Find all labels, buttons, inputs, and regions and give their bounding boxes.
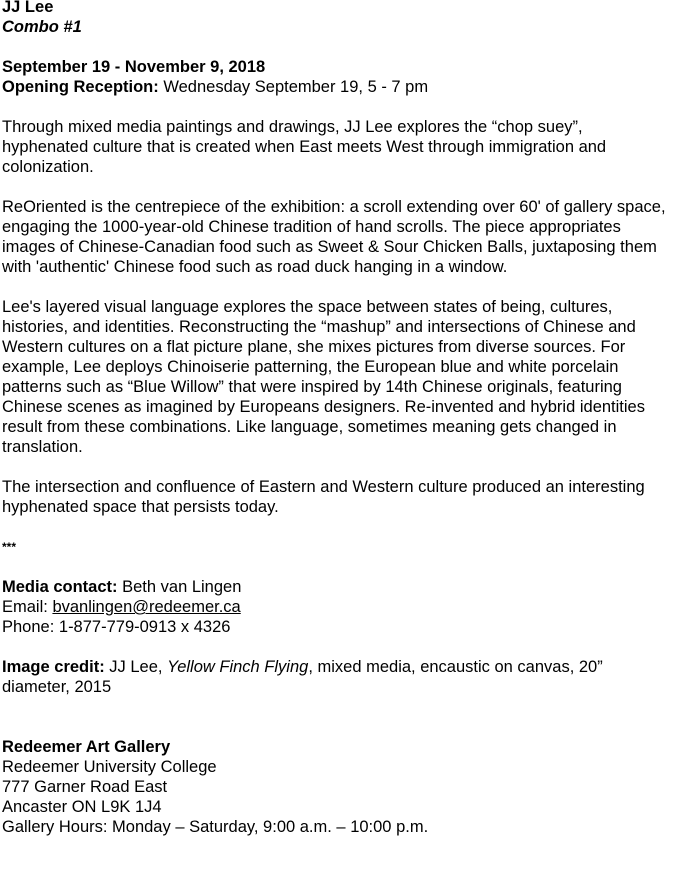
phone-label: Phone: [2,618,55,636]
gallery-name: Redeemer Art Gallery [2,738,171,756]
opening-reception [2,77,672,97]
phone-number: 1-877-779-0913 x 4326 [58,618,231,636]
email-label: Email: [2,598,48,616]
image-credit-label: Image credit: [2,658,105,676]
spacer [2,277,672,297]
email-line [2,597,672,617]
spacer [2,97,672,117]
document-page [2,0,672,837]
paragraph-intro: Through mixed media paintings and drawings, JJ Lee explores the “chop suey”, hyphenated culture that is created when East meets West through immigration and colonization. [2,118,607,176]
opening-reception-label: Opening Reception: [2,78,159,96]
image-credit-details: , mixed media, encaustic on canvas, 20” diameter, 2015 [2,658,603,696]
gallery-city: Ancaster ON L9K 1J4 [2,798,162,816]
spacer [2,177,672,197]
media-contact-name: Beth van Lingen [122,578,242,596]
paragraph-intersection: The intersection and confluence of Eastern and Western culture produced an interesting hyphenated space that persists today. [2,478,645,516]
spacer [2,557,672,577]
exhibition-title: Combo #1 [2,18,82,36]
image-credit-work-title: Yellow Finch Flying [167,658,309,676]
paragraph-visual-language: Lee's layered visual language explores the space between states of being, cultures, histories, and identities. Reconstructing the “mashup” and intersections of Chinese and Western cultures on a flat picture plane, she mixes pictures from diverse sources. For example, Lee deploys Chinoiserie patterning, the European blue and white porcelain patterns such as “Blue Willow” that were inspired by 14th Chinese originals, featuring Chinese scenes as imagined by Europeans designers. Re-invented and hybrid identities result from these combinations. Like language, sometimes meaning gets changed in translation. [2,298,645,456]
image-credit-artist: JJ Lee, [109,658,163,676]
section-separator: *** [2,540,17,554]
exhibition-dates: September 19 - November 9, 2018 [2,58,266,76]
paragraph-reoriented: ReOriented is the centrepiece of the exhibition: a scroll extending over 60' of gallery space, engaging the 1000-year-old Chinese tradition of hand scrolls. The piece appropriates images of Chinese-Canadian food such as Sweet & Sour Chicken Balls, juxtaposing them with 'authentic' Chinese food such as road duck hanging in a window. [2,198,666,276]
opening-reception-value: Wednesday September 19, 5 - 7 pm [163,78,429,96]
artist-name: JJ Lee [2,0,54,16]
spacer [2,457,672,477]
image-credit [2,657,672,697]
phone-line [2,617,672,637]
gallery-street: 777 Garner Road East [2,778,168,796]
spacer [2,37,672,57]
spacer [2,697,672,737]
gallery-institution: Redeemer University College [2,758,217,776]
media-contact [2,577,672,597]
gallery-hours: Gallery Hours: Monday – Saturday, 9:00 a.m. – 10:00 p.m. [2,818,429,836]
media-contact-label: Media contact: [2,578,118,596]
spacer [2,637,672,657]
spacer [2,517,672,537]
email-link[interactable]: bvanlingen@redeemer.ca [52,598,241,616]
